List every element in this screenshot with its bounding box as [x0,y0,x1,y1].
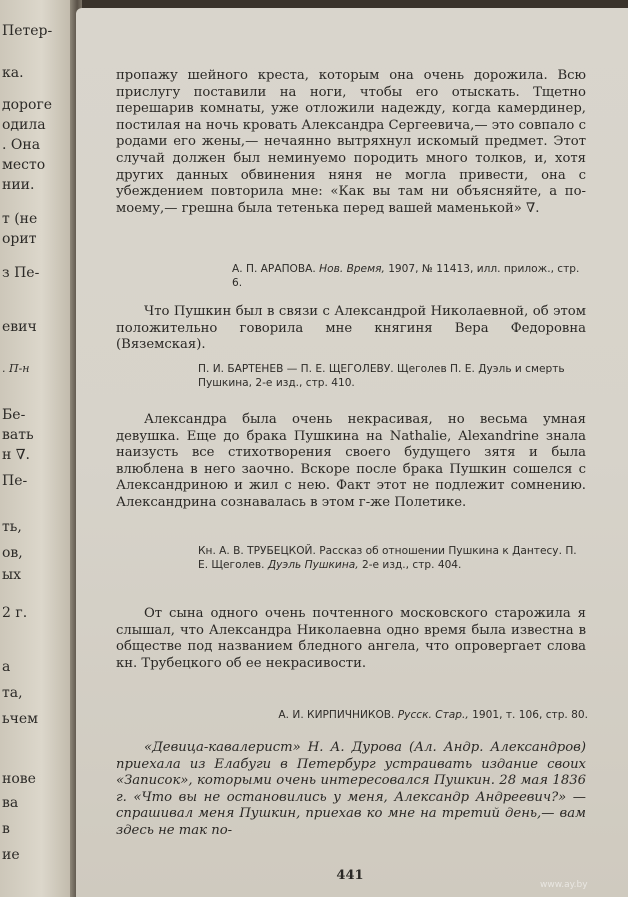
left-fragment: в [2,821,10,837]
left-fragment: 2 г. [2,605,28,621]
citation-details: 2-е изд., стр. 404. [361,559,462,571]
paragraph-durova: «Девица-кавалерист» Н. А. Дурова (Ал. Андр. Александров) приехала из Елабуги в Петербург устраивать издание своих «Записок», которыми очень интересовался Пушкин. 28 мая 1836 г. «Что вы не остановились у меня, Александр Андреевич?» — спрашивал меня Пушкин, приехав ко мне на третий день,— вам здесь не так по- [116,740,586,838]
left-fragment: Пе- [2,473,28,489]
left-fragment: Бе- [2,407,26,423]
citation-author: А. П. АРАПОВА. [232,263,316,275]
left-fragment: та, [2,685,23,701]
left-fragment: н ∇. [2,447,31,463]
left-fragment: дороге [2,97,53,113]
left-fragment: т (не [2,211,38,227]
left-fragment: орит [2,231,37,247]
citation-details: 1901, т. 106, стр. 80. [472,709,588,721]
left-fragment: Петер- [2,23,53,39]
left-fragment: ьчем [2,711,39,727]
citation-source: Нов. Время, [319,263,385,275]
left-fragment: . П-н [2,362,30,375]
left-fragment: евич [2,319,37,335]
left-fragment: ть, [2,519,22,535]
paragraph-alexandra: Александра была очень некрасивая, но весьма умная девушка. Еще до брака Пушкина на Nathalie, Alexandrine знала наизусть все стихотворения своего будущего зятя и была влюблена в него заочно. Вскоре после брака Пушкин сошелся с Александриною и жил с нею. Факт этот не подлежит сомнению. Александрина сознавалась в этом г-же Полетике. [116,412,586,510]
paragraph-arapova: пропажу шейного креста, которым она очень дорожила. Всю прислугу поставили на ноги, чтобы его отыскать. Тщетно перешарив комнаты, уже отложили надежду, когда камердинер, постилая на ночь кровать Александра Сергеевича,— это совпало с родами его жены,— нечаянно вытряхнул искомый предмет. Этот случай должен был неминуемо породить много толков, и, хотя других данных обвинения няня не могла привести, она с убеждением повторила мне: «Как вы там ни объясняйте, а по-моему,— грешна была тетенька перед вашей маменькой» ∇. [116,68,586,216]
left-fragment: вать [2,427,34,443]
paragraph-vyazemskaya: Что Пушкин был в связи с Александрой Николаевной, об этом положительно говорила мне княгиня Вера Федоровна (Вяземская). [116,304,586,353]
paragraph-pale-angel: От сына одного очень почтенного московского старожила я слышал, что Александра Николаевна одно время была известна в обществе под названием бледного ангела, что опровергает слова кн. Трубецкого об ее некрасивости. [116,606,586,671]
left-fragment: одила [2,117,46,133]
citation-bartenev: П. И. БАРТЕНЕВ — П. Е. ЩЕГОЛЕВУ. Щеголев П. Е. Дуэль и смерть Пушкина, 2-е изд., стр. 410. [198,363,565,389]
left-fragment: ов, [2,545,23,561]
left-fragment: нии. [2,177,35,193]
citation-details: 1907, № 11413, илл. прилож., стр. 6. [232,263,580,289]
citation-trubetskoy [198,544,588,572]
citation-source: Русск. Стар., [397,709,469,721]
citation-kirpichnikov [232,708,588,722]
citation-title: Рассказ об отношении Пушкина к Дантесу. П. Е. Щеголев. [198,545,577,571]
left-page [0,0,76,897]
citation-author: А. И. КИРПИЧНИКОВ. [278,709,395,721]
left-fragment: а [2,659,11,675]
watermark: www.ay.by [540,880,588,890]
left-fragment: место [2,157,46,173]
left-fragment: з Пе- [2,265,40,281]
left-fragment: ие [2,847,20,863]
left-fragment: ва [2,795,19,811]
left-fragment: ка. [2,65,24,81]
left-fragment: нове [2,771,36,787]
page-number: 441 [336,868,364,883]
left-fragment: . Она [2,137,41,153]
left-fragment: ых [2,567,22,583]
citation-source: Дуэль Пушкина, [267,559,359,571]
citation-arapova [232,262,588,290]
citation-author: Кн. А. В. ТРУБЕЦКОЙ. [198,545,316,557]
